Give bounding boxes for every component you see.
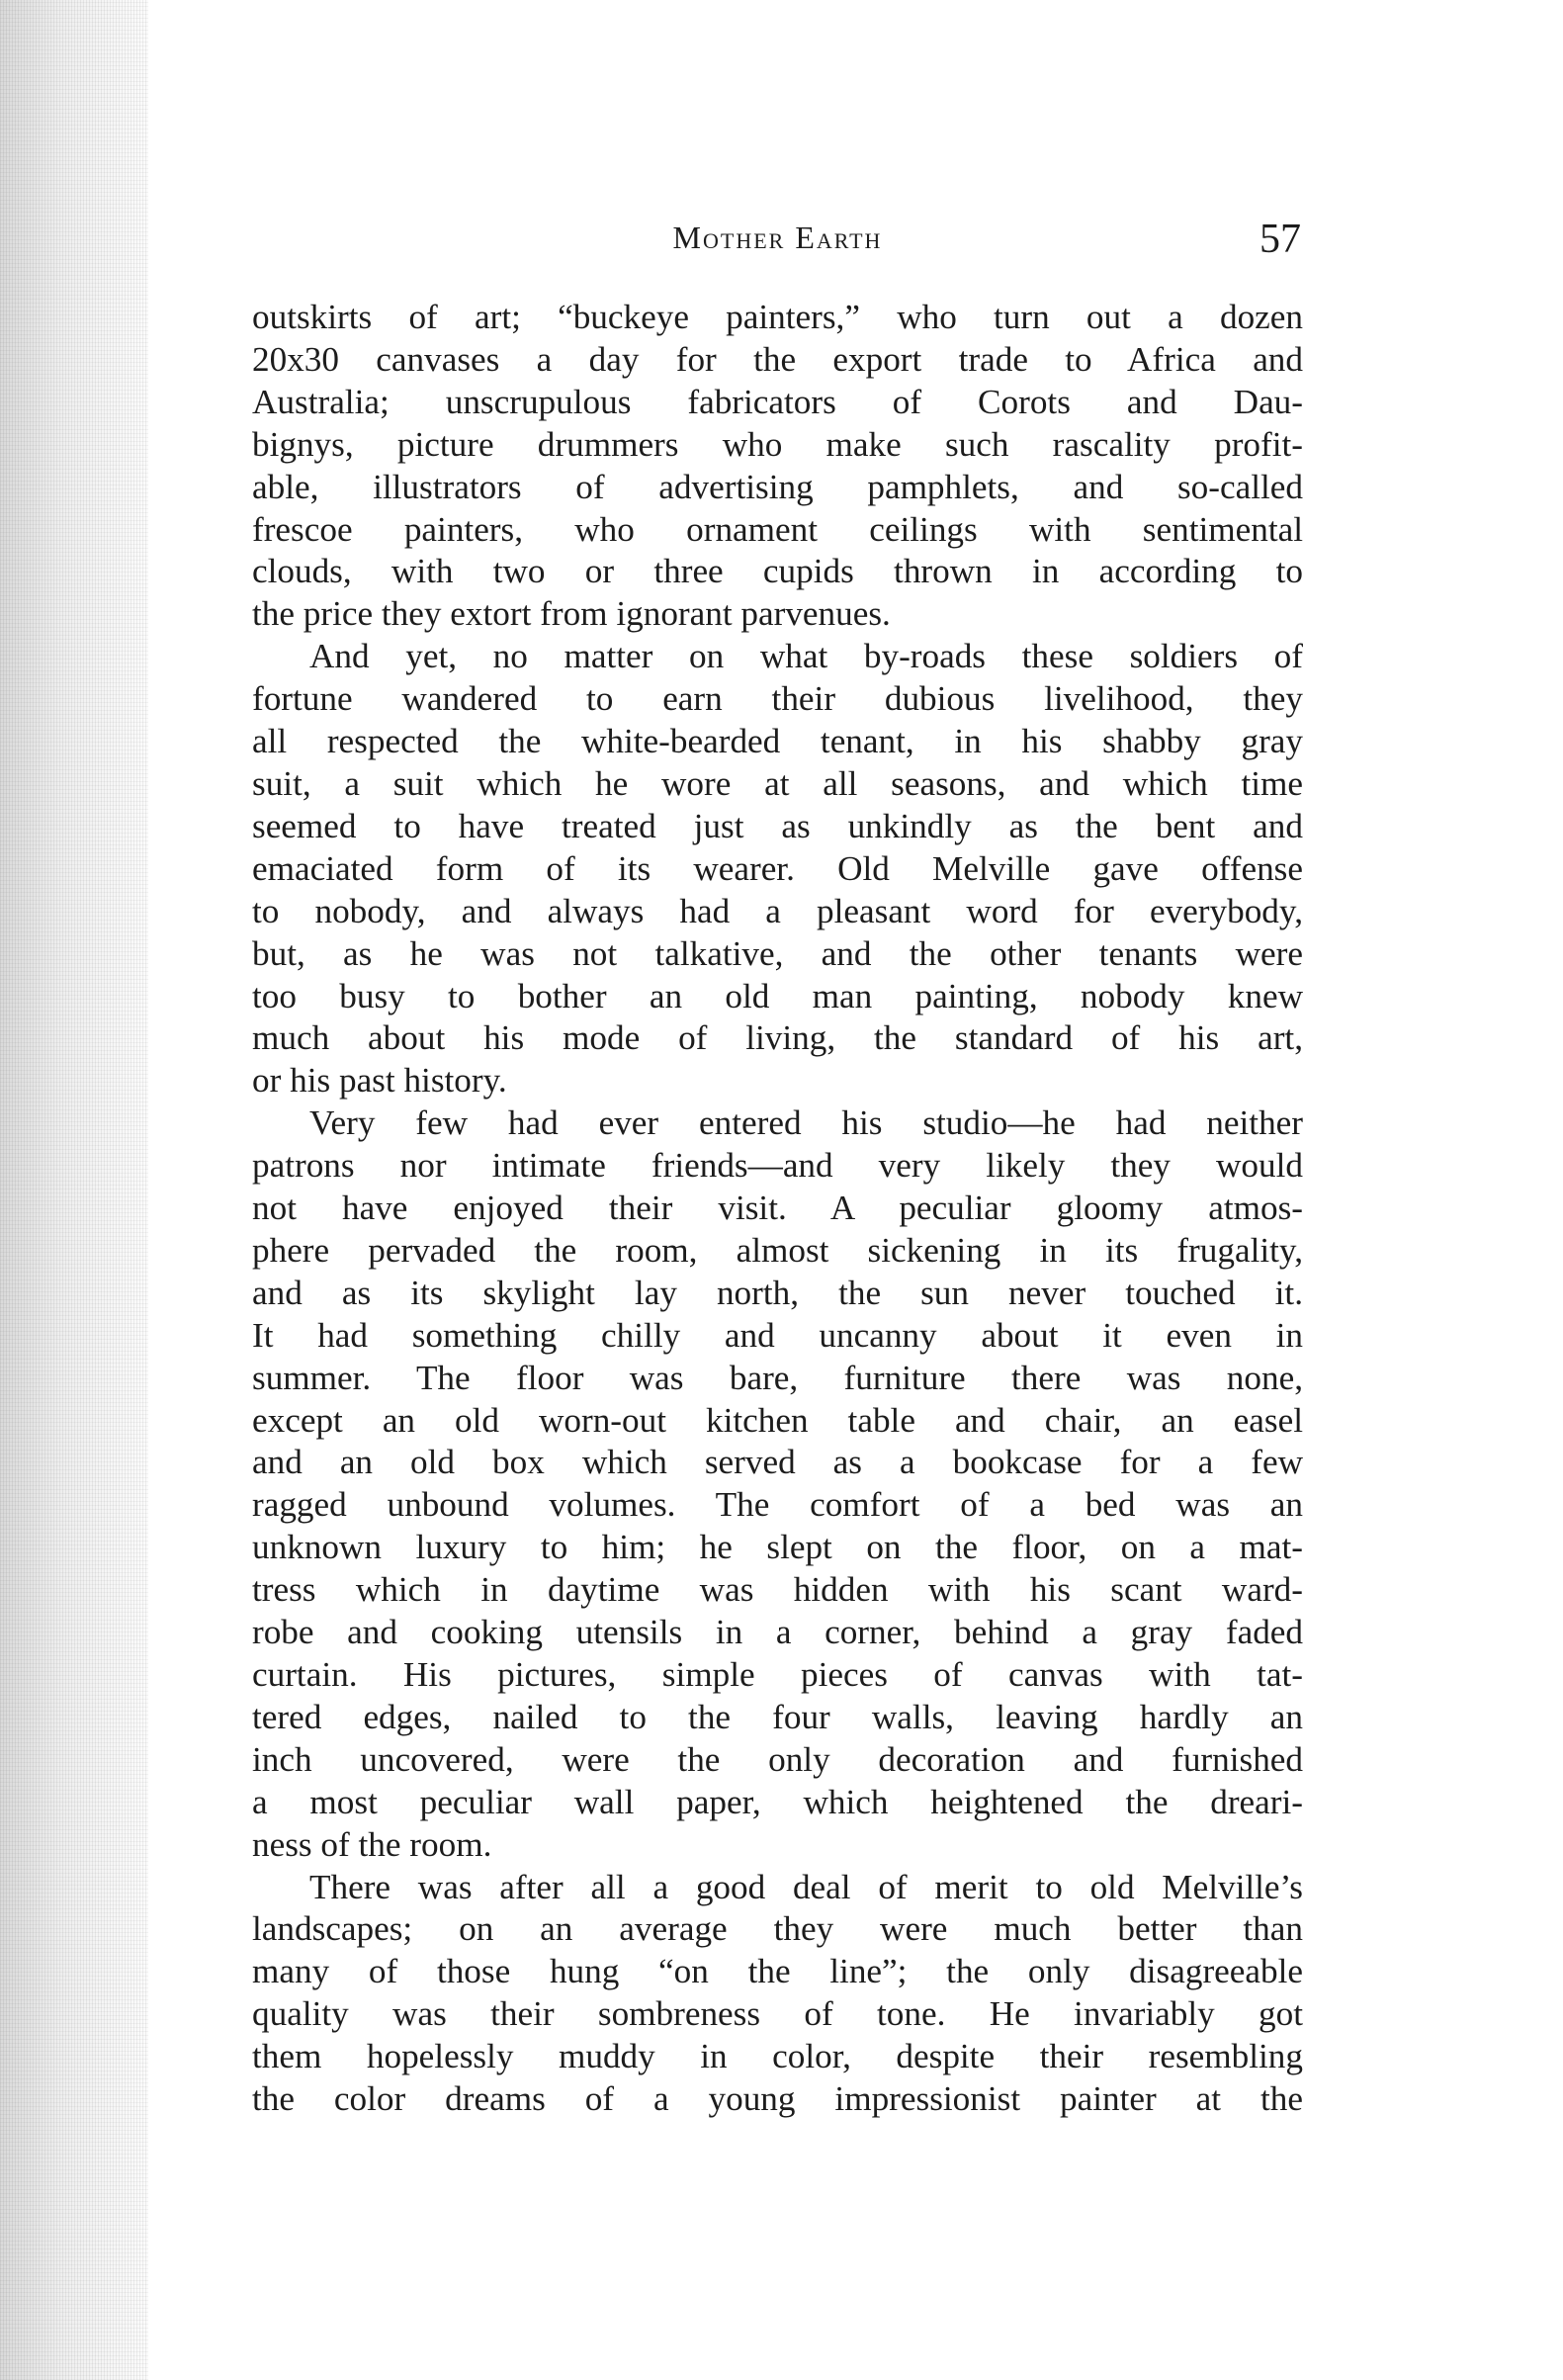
text-line: ness of the room.: [252, 1824, 492, 1864]
text-line: robe and cooking utensils in a corner, behind a gray faded: [252, 1613, 1303, 1652]
text-line: able, illustrators of advertising pamphlets, and so-called: [252, 467, 1303, 506]
text-line: tress which in daytime was hidden with his scant ward-: [252, 1570, 1303, 1610]
text-line: too busy to bother an old man painting, nobody knew: [252, 976, 1303, 1015]
text-line: except an old worn-out kitchen table and chair, an easel: [252, 1400, 1303, 1440]
text-line: 20x30 canvases a day for the export trade to Africa and: [252, 339, 1303, 379]
text-line: Very few had ever entered his studio—he had neither: [309, 1103, 1303, 1143]
text-line: outskirts of art; “buckeye painters,” who turn out a dozen: [252, 298, 1303, 336]
text-line: many of those hung “on the line”; the only disagreeable: [252, 1952, 1303, 1991]
text-line: unknown luxury to him; he slept on the floor, on a mat-: [252, 1528, 1303, 1567]
text-line: suit, a suit which he wore at all seasons, and which time: [252, 763, 1303, 803]
text-line: quality was their sombreness of tone. He invariably got: [252, 1994, 1303, 2034]
text-line: And yet, no matter on what by-roads these soldiers of: [309, 637, 1303, 676]
running-head: Mother Earth: [672, 220, 883, 255]
text-line: It had something chilly and uncanny about it even in: [252, 1315, 1303, 1355]
text-line: clouds, with two or three cupids thrown in according to: [252, 552, 1303, 591]
text-line: the price they extort from ignorant parvenues.: [252, 594, 891, 634]
text-line: curtain. His pictures, simple pieces of canvas with tat-: [252, 1655, 1303, 1694]
text-line: There was after all a good deal of merit to old Melville’s: [309, 1867, 1303, 1906]
page-number: 57: [1259, 217, 1301, 262]
text-line: but, as he was not talkative, and the other tenants were: [252, 933, 1303, 973]
text-line: landscapes; on an average they were much better than: [252, 1909, 1303, 1949]
text-line: frescoe painters, who ornament ceilings with sentimental: [252, 509, 1303, 549]
text-line: them hopelessly muddy in color, despite their resembling: [252, 2037, 1303, 2076]
text-line: patrons nor intimate friends—and very likely they would: [252, 1146, 1303, 1186]
text-line: or his past history.: [252, 1061, 507, 1101]
text-line: and as its skylight lay north, the sun never touched it.: [252, 1273, 1303, 1312]
text-line: and an old box which served as a bookcase for a few: [252, 1443, 1303, 1482]
text-line: tered edges, nailed to the four walls, leaving hardly an: [252, 1697, 1303, 1736]
text-line: emaciated form of its wearer. Old Melville gave offense: [252, 848, 1303, 888]
page-binding-edge: [0, 0, 148, 2380]
text-line: to nobody, and always had a pleasant word for everybody,: [252, 891, 1303, 930]
text-line: the color dreams of a young impressionist painter at the: [252, 2079, 1303, 2119]
text-line: bignys, picture drummers who make such rascality profit-: [252, 424, 1303, 464]
text-line: fortune wandered to earn their dubious livelihood, they: [252, 679, 1303, 719]
text-line: not have enjoyed their visit. A peculiar gloomy atmos-: [252, 1189, 1303, 1228]
text-line: summer. The floor was bare, furniture there was none,: [252, 1358, 1303, 1397]
text-line: inch uncovered, were the only decoration and furnished: [252, 1739, 1303, 1779]
text-line: seemed to have treated just as unkindly as the bent and: [252, 806, 1303, 845]
page-header: [252, 215, 1303, 274]
text-line: phere pervaded the room, almost sickening in its frugality,: [252, 1230, 1303, 1270]
text-line: ragged unbound volumes. The comfort of a bed was an: [252, 1485, 1303, 1525]
text-line: Australia; unscrupulous fabricators of Corots and Dau-: [252, 382, 1303, 421]
text-line: all respected the white-bearded tenant, in his shabby gray: [252, 722, 1303, 761]
text-line: a most peculiar wall paper, which heightened the dreari-: [252, 1782, 1303, 1821]
body-text: [252, 297, 1303, 2121]
text-line: much about his mode of living, the standard of his art,: [252, 1018, 1303, 1058]
